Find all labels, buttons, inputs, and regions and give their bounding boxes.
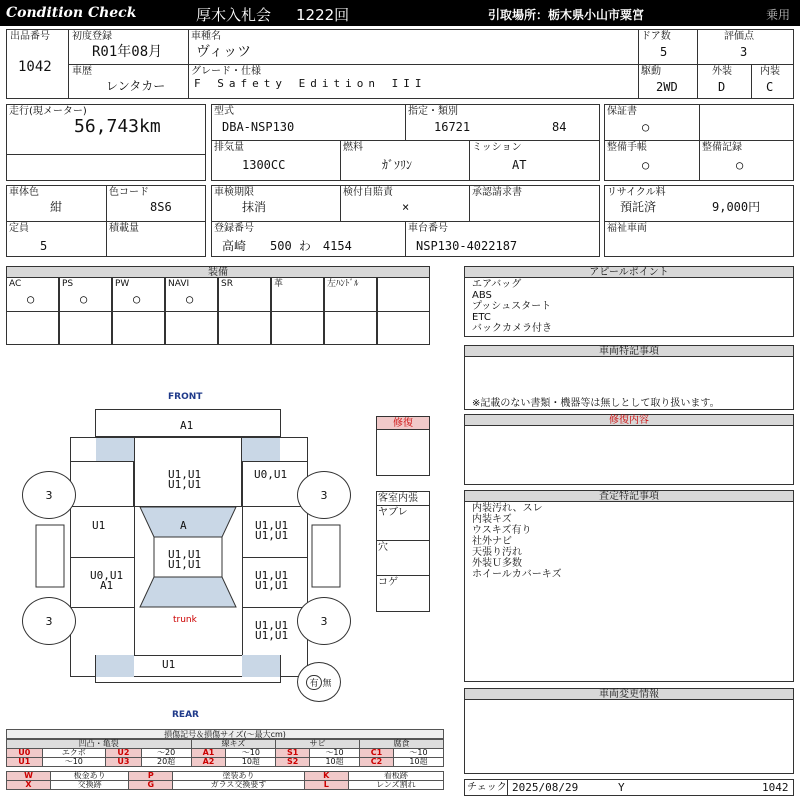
interior-value: C — [766, 80, 774, 94]
exterior-value: D — [718, 80, 726, 94]
history-value: レンタカー — [106, 79, 166, 93]
spare-tire-indicator — [297, 662, 341, 702]
tire-rear-right: 3 — [297, 597, 351, 645]
grade-value: F Safety Edition III — [194, 77, 427, 90]
plate-value: 高崎 500 わ 4154 — [222, 239, 352, 253]
note-line: ウスキズ有り — [472, 525, 532, 536]
equipment-label: 左ﾊﾝﾄﾞﾙ — [327, 279, 359, 289]
equipment-value: ○ — [186, 292, 194, 306]
legend-code: L — [304, 781, 348, 790]
header-title: Condition Check — [6, 5, 137, 21]
legend-desc: レンズ割れ — [348, 781, 443, 790]
equipment-cell — [218, 277, 271, 345]
check-date: 2025/08/29 — [512, 781, 579, 794]
legend-code: A1 — [191, 749, 226, 758]
equipment-value: ○ — [80, 292, 88, 306]
inspection-label: 車検期限 — [214, 187, 254, 198]
chassis-value: NSP130-4022187 — [416, 239, 518, 253]
header-category: 乗用 — [766, 8, 791, 22]
trunk-label: trunk — [173, 615, 197, 625]
history-label: 車歴 — [72, 66, 92, 77]
recycle-label: リサイクル料 — [607, 187, 666, 198]
check-number: 1042 — [762, 781, 789, 794]
lot-number-value: 1042 — [18, 59, 52, 75]
equipment-label: PS — [62, 279, 74, 289]
note-line: ホイールカバーキズ — [472, 569, 562, 580]
car-diagram — [0, 385, 370, 725]
legend-code: A2 — [191, 758, 226, 767]
inspection-value: 抹消 — [242, 200, 267, 214]
tire-front-left: 3 — [22, 471, 76, 519]
body-color-value: 紺 — [50, 200, 63, 214]
mark-windshield: A — [180, 519, 187, 532]
legend-desc: 10超 — [394, 758, 444, 767]
header-session: 1222回 — [296, 6, 350, 24]
equipment-label: AC — [9, 279, 22, 289]
legend-desc: 20超 — [141, 758, 191, 767]
appeal-header: アピールポイント — [464, 266, 794, 278]
color-code-value: 8S6 — [150, 200, 172, 214]
note-line: 外装Ｕ多数 — [472, 558, 522, 569]
legend-desc: ～10 — [226, 749, 276, 758]
special-notes-header: 車両特記事項 — [464, 345, 794, 357]
mark-roof: U1,U1 U1,U1 — [168, 548, 202, 571]
load-label: 積載量 — [109, 223, 139, 234]
mileage-value: 56,743km — [74, 116, 161, 137]
legend-desc: 板金あり — [51, 772, 129, 781]
legend-code: U3 — [106, 758, 142, 767]
note-line: ABS — [472, 290, 492, 301]
repair-box-header: 修復 — [377, 417, 429, 430]
rear-label: REAR — [172, 710, 199, 720]
tire-front-right: 3 — [297, 471, 351, 519]
mark-right-rear-door: U1,U1 U1,U1 — [255, 569, 289, 592]
assessment-header: 査定特記事項 — [464, 490, 794, 502]
cabin-title: 客室内張 — [378, 493, 418, 504]
header-auction: 厚木入札会 — [196, 6, 272, 24]
note-line: バックカメラ付き — [472, 323, 552, 334]
legend-desc: 10超 — [310, 758, 360, 767]
legend-group-dent: 凹凸・亀裂 — [7, 740, 192, 749]
designation-value: 16721 — [434, 120, 471, 134]
equipment-cell — [112, 277, 165, 345]
lot-number-label: 出品番号 — [10, 31, 50, 42]
legend-code: K — [304, 772, 348, 781]
note-line: プッシュスタート — [472, 301, 552, 312]
legend-code: G — [129, 781, 173, 790]
equipment-cell — [59, 277, 112, 345]
capacity-label: 定員 — [9, 223, 29, 234]
equipment-value: ○ — [133, 292, 141, 306]
recycle-amount: 9,000円 — [712, 200, 761, 214]
grade-label: グレード・仕様 — [191, 66, 261, 77]
note-line: ETC — [472, 312, 491, 323]
note-line: 天張り汚れ — [472, 547, 522, 558]
legend-code: P — [129, 772, 173, 781]
repair-content-header: 修復内容 — [464, 414, 794, 426]
insurance-label: 検付自賠責 — [343, 187, 393, 198]
manual-label: 整備手帳 — [607, 142, 647, 153]
record-value: ○ — [736, 158, 744, 172]
chassis-label: 車台番号 — [408, 223, 448, 234]
score-label: 評価点 — [724, 31, 754, 42]
legend-code: X — [7, 781, 51, 790]
note-line: 内装汚れ、スレ — [472, 503, 543, 514]
cabin-item-tear: ヤブレ — [378, 507, 408, 518]
designation-label: 指定・類別 — [408, 106, 458, 117]
legend-code: U0 — [7, 749, 43, 758]
model-name-label: 車種名 — [191, 31, 221, 42]
equipment-label: SR — [221, 279, 233, 289]
legend-group-scratch: 線キズ — [191, 740, 276, 749]
equipment-cell — [165, 277, 218, 345]
body-color-label: 車体色 — [9, 187, 39, 198]
warranty-value: ○ — [642, 120, 650, 134]
spare-no: 無 — [322, 678, 332, 689]
legend-code: C2 — [360, 758, 394, 767]
doors-value: 5 — [660, 45, 668, 59]
capacity-value: 5 — [40, 239, 48, 253]
legend-code: S2 — [276, 758, 310, 767]
equipment-cell — [377, 277, 430, 345]
front-label: FRONT — [168, 392, 203, 402]
legend-code: W — [7, 772, 51, 781]
damage-legend — [6, 729, 444, 790]
fuel-value: ｶﾞｿﾘﾝ — [382, 158, 413, 172]
equipment-header: 装備 — [6, 266, 430, 278]
model-code-label: 型式 — [214, 106, 234, 117]
check-mark: Y — [618, 781, 625, 794]
doors-label: ドア数 — [641, 31, 671, 42]
class-value: 84 — [552, 120, 567, 134]
insurance-value: × — [402, 200, 410, 214]
welfare-label: 福祉車両 — [607, 223, 647, 234]
interior-label: 内装 — [760, 66, 780, 77]
legend-desc: ～20 — [141, 749, 191, 758]
note-line: 内装キズ — [472, 514, 512, 525]
legend-group-rust: サビ — [276, 740, 360, 749]
score-value: 3 — [740, 45, 748, 59]
displacement-value: 1300CC — [242, 158, 286, 172]
approval-label: 承認請求書 — [472, 187, 522, 198]
legend-desc: 交換跡 — [51, 781, 129, 790]
first-registration-label: 初度登録 — [72, 31, 112, 42]
mark-front-bumper: A1 — [180, 419, 194, 432]
mission-value: AT — [512, 158, 527, 172]
mark-right-front-door: U1,U1 U1,U1 — [255, 519, 289, 542]
equipment-grid — [6, 277, 430, 345]
recycle-status: 預託済 — [620, 200, 657, 214]
legend-group-corrosion: 腐食 — [360, 740, 444, 749]
appeal-lines — [472, 279, 552, 334]
equipment-cell — [271, 277, 324, 345]
equipment-label: PW — [115, 279, 130, 289]
legend-desc: 塗装あり — [173, 772, 304, 781]
mark-rear-bumper: U1 — [162, 658, 176, 671]
legend-code: S1 — [276, 749, 310, 758]
note-line: エアバッグ — [472, 279, 522, 290]
legend-code: C1 — [360, 749, 394, 758]
legend-desc: ガラス交換要す — [173, 781, 304, 790]
legend-desc: ～10 — [310, 749, 360, 758]
legend-desc: ～10 — [42, 758, 106, 767]
cabin-item-burn: コゲ — [378, 577, 398, 588]
header-pickup: 引取場所：栃木県小山市粟宮 — [488, 8, 645, 22]
legend-desc: 10超 — [226, 758, 276, 767]
special-notes-footer: ※記載のない書類・機器等は無しとして取り扱います。 — [472, 398, 720, 409]
plate-label: 登録番号 — [214, 223, 254, 234]
mission-label: ミッション — [472, 142, 522, 153]
manual-value: ○ — [642, 158, 650, 172]
mark-front-right-fender: U0,U1 — [254, 468, 288, 481]
equipment-value: ○ — [27, 292, 35, 306]
equipment-label: NAVI — [168, 279, 190, 289]
cabin-item-hole: 穴 — [378, 542, 388, 553]
fuel-label: 燃料 — [343, 142, 363, 153]
check-label: チェック — [467, 782, 507, 793]
note-line: 社外ナビ — [472, 536, 512, 547]
exterior-label: 外装 — [712, 66, 732, 77]
warranty-label: 保証書 — [607, 106, 637, 117]
record-label: 整備記録 — [702, 142, 742, 153]
mark-left-rear-door: U0,U1 A1 — [90, 569, 124, 592]
legend-desc: ～10 — [394, 749, 444, 758]
equipment-cell — [324, 277, 377, 345]
equipment-cell — [6, 277, 59, 345]
spare-yes: 有 — [306, 675, 321, 690]
change-info-header: 車両変更情報 — [464, 688, 794, 700]
model-name-value: ヴィッツ — [196, 44, 252, 60]
header-bar — [0, 0, 800, 26]
mileage-label: 走行(現メーター) — [9, 106, 87, 117]
color-code-label: 色コード — [109, 187, 149, 198]
drive-value: 2WD — [656, 80, 678, 94]
mark-left-front-door: U1 — [92, 519, 106, 532]
mark-hood: U1,U1 U1,U1 — [168, 468, 202, 491]
mark-right-rear-quarter: U1,U1 U1,U1 — [255, 619, 289, 642]
tire-rear-left: 3 — [22, 597, 76, 645]
change-info-box — [464, 699, 794, 774]
equipment-label: 革 — [274, 279, 284, 289]
legend-desc: エクボ — [42, 749, 106, 758]
legend-desc: 看板跡 — [348, 772, 443, 781]
repair-content-box — [464, 425, 794, 485]
model-code-value: DBA-NSP130 — [222, 120, 295, 134]
drive-label: 駆動 — [641, 66, 661, 77]
assessment-lines — [472, 503, 562, 580]
legend-code: U1 — [7, 758, 43, 767]
first-registration-value: R01年08月 — [92, 44, 163, 60]
displacement-label: 排気量 — [214, 142, 244, 153]
legend-title: 損傷記号＆損傷サイズ(～最大cm) — [6, 729, 444, 739]
legend-code: U2 — [106, 749, 142, 758]
